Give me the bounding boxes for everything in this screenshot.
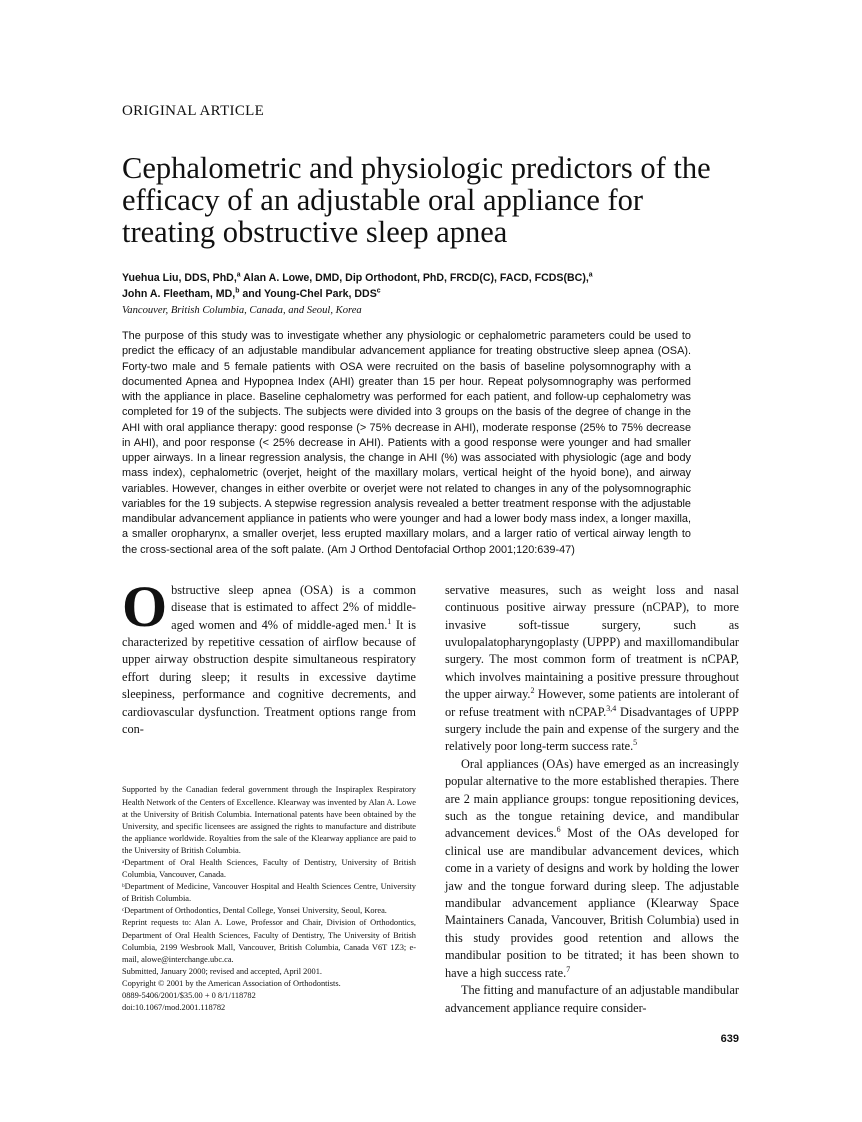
footnote: 0889-5406/2001/$35.00 + 0 8/1/118782 bbox=[122, 991, 256, 1000]
article-title: Cephalometric and physiologic predictors of the efficacy of an adjustable oral appliance for treating obstructive sleep apnea bbox=[122, 151, 711, 249]
affiliation-mark: a bbox=[588, 271, 593, 279]
left-column bbox=[122, 573, 416, 1049]
citation: 7 bbox=[566, 964, 571, 974]
author: Alan A. Lowe, DMD, Dip Orthodont, PhD, FRCD(C), FACD, FCDS(BC), bbox=[240, 272, 589, 284]
text: Disadvantages of UPPP surgery include the pain and expense of the surgery and the relatively poor long-term success rate. bbox=[445, 704, 739, 754]
page-number: 639 bbox=[720, 1032, 739, 1045]
text: servative measures, such as weight loss and nasal continuous positive airway pressure (nCPAP), to more invasive soft-tissue surgery, such as uvulopalatopharyngoplasty (UPPP) and maxillomandibular surgery. The most common form of treatment is nCPAP, which involves maintaining a positive pressure throughout the upper airway. bbox=[445, 582, 739, 702]
author: John A. Fleetham, MD, bbox=[122, 288, 236, 300]
footnotes bbox=[122, 784, 416, 1014]
citation: 5 bbox=[633, 738, 638, 748]
body-paragraph bbox=[445, 756, 739, 982]
text: bstructive sleep apnea (OSA) is a common disease that is estimated to affect 2% of middle-aged women and 4% of middle-aged men. bbox=[171, 582, 416, 632]
footnote: doi:10.1067/mod.2001.118782 bbox=[122, 1003, 226, 1013]
body-paragraph bbox=[122, 573, 416, 739]
footnote: ᵇDepartment of Medicine, Vancouver Hospital and Health Sciences Centre, University of British Columbia. bbox=[122, 882, 416, 904]
text: Oral appliances (OAs) have emerged as an increasingly popular alternative to the more established therapies. There are 2 main appliance groups: tongue repositioning devices, such as the tongue retaining device, and mandibular advancement devices. bbox=[445, 756, 739, 841]
right-column bbox=[445, 582, 739, 1049]
citation: 1 bbox=[387, 616, 392, 626]
affiliation-mark: a bbox=[236, 271, 241, 279]
citation: 2 bbox=[530, 686, 535, 696]
footnote: ᶜDepartment of Orthodontics, Dental College, Yonsei University, Seoul, Korea. bbox=[122, 906, 387, 916]
text: Most of the OAs developed for clinical use are mandibular advancement devices, which come in a variety of designs and work by holding the lower jaw and the tongue forward during sleep. The adjustable mandibular advancement appliance (Klearway Space Maintainers Canada, Vancouver, British Columbia) used in this study provides good retention and allows the mandibular position to be titrated; it has been shown to have a high success rate. bbox=[445, 826, 739, 980]
text: It is characterized by repetitive cessation of airflow because of upper airway obstruction despite simultaneous respiratory effort during sleep; it results in excessive daytime sleepiness, performance and cognitive decrements, and cardiovascular dysfunction. Treatment options range from con- bbox=[122, 617, 416, 736]
article-header bbox=[0, 0, 742, 558]
footnote: Copyright © 2001 by the American Association of Orthodontists. bbox=[122, 978, 341, 988]
author: Yuehua Liu, DDS, PhD, bbox=[122, 272, 237, 284]
text: However, some patients are intolerant of or refuse treatment with nCPAP. bbox=[445, 687, 739, 719]
affiliation-mark: b bbox=[235, 287, 240, 295]
footnote: Submitted, January 2000; revised and accepted, April 2001. bbox=[122, 966, 323, 976]
footnote: Supported by the Canadian federal government through the Inspiraplex Respiratory Health Network of the Centers of Excellence. Klearway was invented by Alan A. Lowe at the University of British Columbia. International patents have been obtained by the University, and specific licensees are assigned the rights to manufacture and distribute the appliance worldwide. Royalties from the sale of the Klearway appliance are paid to the University of British Columbia. bbox=[122, 785, 416, 855]
body-columns bbox=[0, 558, 862, 1089]
footnote: Reprint requests to: Alan A. Lowe, Professor and Chair, Division of Orthodontics, Department of Oral Health Sciences, Faculty of Dentistry, The University of British Columbia, 2199 Wesbrook Mall, Vancouver, British Columbia, Canada V6T 1Z3; e-mail, alowe@interchange.ubc.ca. bbox=[122, 918, 416, 964]
author-list bbox=[122, 270, 782, 319]
affiliation-mark: c bbox=[376, 287, 381, 295]
author-location: Vancouver, British Columbia, Canada, and Seoul, Korea bbox=[122, 305, 362, 316]
body-paragraph bbox=[445, 582, 739, 756]
body-paragraph: The fitting and manufacture of an adjustable mandibular advancement appliance require consider- bbox=[445, 983, 739, 1015]
article-type-label: ORIGINAL ARTICLE bbox=[122, 103, 265, 119]
footnote: ᵃDepartment of Oral Health Sciences, Faculty of Dentistry, University of British Columbia, Vancouver, Canada. bbox=[122, 857, 416, 880]
author: and Young-Chel Park, DDS bbox=[239, 288, 377, 300]
drop-cap: O bbox=[122, 573, 168, 639]
citation: 3,4 bbox=[606, 703, 617, 713]
citation: 6 bbox=[556, 825, 561, 835]
abstract: The purpose of this study was to investigate whether any physiologic or cephalometric parameters could be used to predict the efficacy of an adjustable mandibular advancement appliance for treating obstructive sleep apnea (OSA). Forty-two male and 5 female patients with OSA were recruited on the basis of baseline polysomnography with a documented Apnea and Hypopnea Index (AHI) greater than 15 per hour. Repeat polysomnography was performed with the appliance in place. Baseline cephalometry was performed for each patient, and follow-up cephalometry was completed for 19 of the subjects. The subjects were divided into 3 groups on the basis of the degree of change in the AHI with oral appliance therapy: good response (> 75% decrease in AHI), moderate response (25% to 75% decrease in AHI), and poor response (< 25% decrease in AHI). Patients with a good response were younger and had smaller upper airways. In a linear regression analysis, the change in AHI (%) was associated with physiologic (age and body mass index), cephalometric (overjet, height of the maxillary molars, vertical height of the hyoid bone), and airway variables. However, changes in either overbite or overjet were not related to changes in any of the polysomnographic variables for the 19 subjects. A stepwise regression analysis revealed a better treatment response with the adjustable mandibular advancement appliance in patients who were younger and had a lower body mass index, a longer maxilla, a smaller oropharynx, a smaller overjet, less erupted maxillary molars, and a larger ratio of vertical airway length to the cross-sectional area of the soft palate. (Am J Orthod Dentofacial Orthop 2001;120:639-47) bbox=[122, 330, 691, 556]
